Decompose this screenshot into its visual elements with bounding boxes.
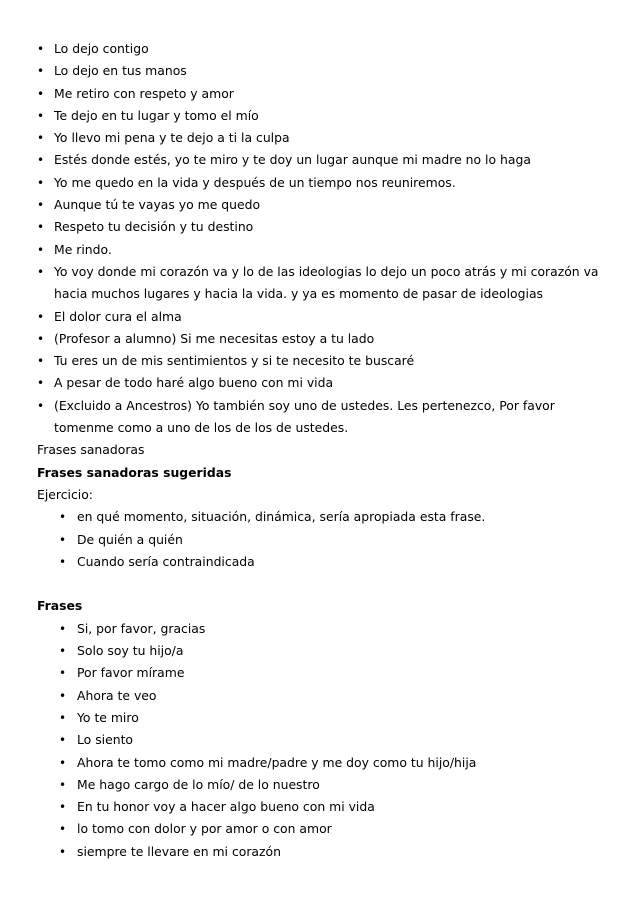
list-item [0,707,638,729]
bullet-icon: • [37,131,45,146]
list-item [0,261,638,306]
list-item-text: lo tomo con dolor y por amor o con amor [77,821,332,837]
bullet-icon: • [37,108,45,123]
list-item [0,105,638,127]
list-item [0,127,638,149]
list-item [0,328,638,350]
list-item-text: Tu eres un de mis sentimientos y si te necesito te buscaré [54,353,415,369]
list-item-text: Me rindo. [54,241,112,257]
list-item-text: El dolor cura el alma [54,308,182,324]
list-item-text: Yo voy donde mi corazón va y lo de las ideologias lo dejo un poco atrás y mi corazón va hacia muchos lugares y hacia la vida. y ya es momento de pasar de ideologias [54,263,599,302]
list-item-text: Solo soy tu hijo/a [77,643,184,659]
bullet-icon: • [37,64,45,79]
list-item-text: Yo llevo mi pena y te dejo a ti la culpa [54,130,290,146]
bullet-icon: • [37,220,45,235]
frases-sugeridas-heading: Frases sanadoras sugeridas [37,464,232,480]
list-item-text: Ahora te veo [77,687,157,703]
list-item-text: A pesar de todo haré algo bueno con mi vida [54,375,334,391]
bullet-icon: • [59,510,67,525]
bullet-icon: • [59,844,67,859]
bullet-icon: • [59,621,67,636]
list-item [0,618,638,640]
bullet-icon: • [37,242,45,257]
ejercicio-list [0,506,638,573]
frases-sanadoras-label: Frases sanadoras [37,442,145,458]
list-item-text: Yo te miro [77,709,139,725]
list-item [0,372,638,394]
list-item-text: Te dejo en tu lugar y tomo el mío [54,107,259,123]
bullet-icon: • [37,153,45,168]
list-item-text: Lo dejo contigo [54,41,149,56]
bullet-icon: • [59,554,67,569]
list-item [0,506,638,528]
bullet-icon: • [37,86,45,101]
list-item-text: Me hago cargo de lo mío/ de lo nuestro [77,776,320,792]
bullet-icon: • [37,175,45,190]
list-item-text: en qué momento, situación, dinámica, sería apropiada esta frase. [77,509,486,525]
list-item [0,60,638,82]
frases-list [0,618,638,863]
bullet-icon: • [59,688,67,703]
list-item [0,194,638,216]
bullet-icon: • [59,710,67,725]
list-item [0,395,638,440]
list-item [0,38,638,60]
bullet-icon: • [59,755,67,770]
bullet-icon: • [37,398,45,413]
list-item-text: Por favor mírame [77,665,185,681]
list-item-text: (Profesor a alumno) Si me necesitas estoy a tu lado [54,330,375,346]
list-item-text: Aunque tú te vayas yo me quedo [54,197,261,213]
bullet-icon: • [37,331,45,346]
list-item [0,685,638,707]
blank-line [0,573,638,595]
list-item-text: De quién a quién [77,531,183,547]
list-item-text: Estés donde estés, yo te miro y te doy un lugar aunque mi madre no lo haga [54,152,531,168]
list-item [0,818,638,840]
list-item [0,551,638,573]
bullet-icon: • [59,666,67,681]
list-item-text: Lo siento [77,732,134,748]
list-item-text: En tu honor voy a hacer algo bueno con mi vida [77,799,375,815]
bullet-icon: • [59,644,67,659]
list-item [0,216,638,238]
list-item-text: Respeto tu decisión y tu destino [54,219,254,235]
bullet-icon: • [59,822,67,837]
list-item [0,841,638,863]
frases-heading: Frases [37,598,83,614]
list-item [0,796,638,818]
list-item-text: Cuando sería contraindicada [77,553,255,569]
list-item [0,640,638,662]
list-item [0,149,638,171]
list-item-text: (Excluido a Ancestros) Yo también soy uno de ustedes. Les pertenezco, Por favor tomenme como a uno de los de los de ustedes. [54,397,555,436]
document-page [0,38,638,863]
list-item [0,350,638,372]
list-item [0,239,638,261]
bullet-icon: • [37,309,45,324]
ejercicio-label: Ejercicio: [37,486,93,502]
list-item-text: Lo dejo en tus manos [54,63,187,79]
phrases-list [0,38,638,439]
bullet-icon: • [59,800,67,815]
list-item-text: Me retiro con respeto y amor [54,85,234,101]
list-item-text: siempre te llevare en mi corazón [77,843,281,859]
bullet-icon: • [37,198,45,213]
list-item [0,662,638,684]
bullet-icon: • [37,264,45,279]
bullet-icon: • [37,354,45,369]
list-item-text: Si, por favor, gracias [77,620,206,636]
list-item [0,774,638,796]
bullet-icon: • [59,733,67,748]
list-item-text: Yo me quedo en la vida y después de un tiempo nos reuniremos. [54,174,456,190]
bullet-icon: • [59,532,67,547]
list-item [0,529,638,551]
list-item [0,752,638,774]
bullet-icon: • [37,42,45,56]
list-item [0,729,638,751]
bullet-icon: • [59,777,67,792]
list-item-text: Ahora te tomo como mi madre/padre y me doy como tu hijo/hija [77,754,477,770]
list-item [0,172,638,194]
bullet-icon: • [37,376,45,391]
list-item [0,306,638,328]
list-item [0,83,638,105]
